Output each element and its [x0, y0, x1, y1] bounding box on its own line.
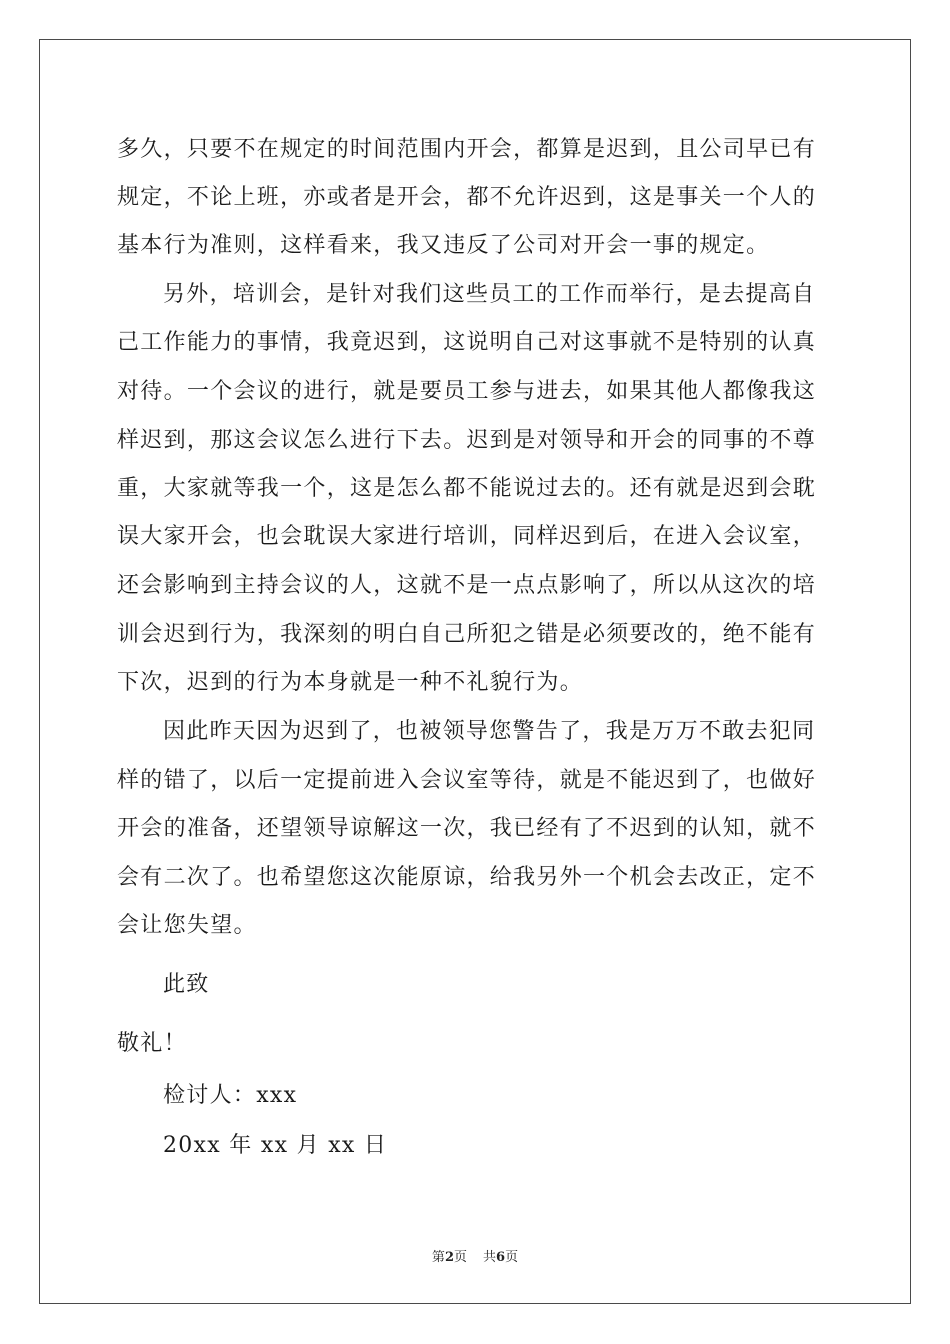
closing-phrase: 此致	[163, 972, 210, 997]
text-line: 误大家开会，也会耽误大家进行培训，同样迟到后，在进入会议室，	[117, 524, 817, 549]
text-line: 多久，只要不在规定的时间范围内开会，都算是迟到，且公司早已有	[117, 137, 817, 162]
total-pages: 6	[496, 1250, 506, 1265]
page-suffix: 页	[453, 1250, 467, 1265]
paragraph-start-line: 因此昨天因为迟到了，也被领导您警告了，我是万万不敢去犯同	[163, 719, 816, 744]
signature-date: 20xx 年 xx 月 xx 日	[163, 1133, 388, 1158]
text-line: 样的错了，以后一定提前进入会议室等待，就是不能迟到了，也做好	[117, 768, 817, 793]
text-line: 会让您失望。	[117, 913, 257, 938]
text-line: 己工作能力的事情，我竟迟到，这说明自己对这事就不是特别的认真	[117, 330, 817, 355]
text-line: 训会迟到行为，我深刻的明白自己所犯之错是必须要改的，绝不能有	[117, 622, 817, 647]
signature-author: 检讨人：xxx	[163, 1083, 298, 1108]
total-suffix: 页	[505, 1250, 519, 1265]
page-number: 2	[444, 1250, 454, 1265]
text-line: 规定，不论上班，亦或者是开会，都不允许迟到，这是事关一个人的	[117, 185, 817, 210]
text-line: 还会影响到主持会议的人，这就不是一点点影响了，所以从这次的培	[117, 573, 817, 598]
paragraph-start-line: 另外，培训会，是针对我们这些员工的工作而举行，是去提高自	[163, 282, 816, 307]
text-line: 对待。一个会议的进行，就是要员工参与进去，如果其他人都像我这	[117, 379, 817, 404]
text-line: 下次，迟到的行为本身就是一种不礼貌行为。	[117, 670, 584, 695]
page-footer	[0, 1246, 950, 1265]
text-line: 会有二次了。也希望您这次能原谅，给我另外一个机会去改正，定不	[117, 865, 817, 890]
text-line: 开会的准备，还望领导谅解这一次，我已经有了不迟到的认知，就不	[117, 816, 817, 841]
text-line: 样迟到，那这会议怎么进行下去。迟到是对领导和开会的同事的不尊	[117, 428, 817, 453]
text-line: 重，大家就等我一个，这是怎么都不能说过去的。还有就是迟到会耽	[117, 476, 817, 501]
total-prefix: 共	[483, 1250, 497, 1265]
text-line: 基本行为准则，这样看来，我又违反了公司对开会一事的规定。	[117, 233, 770, 258]
page-prefix: 第	[431, 1250, 445, 1265]
closing-salutation: 敬礼！	[117, 1031, 187, 1056]
